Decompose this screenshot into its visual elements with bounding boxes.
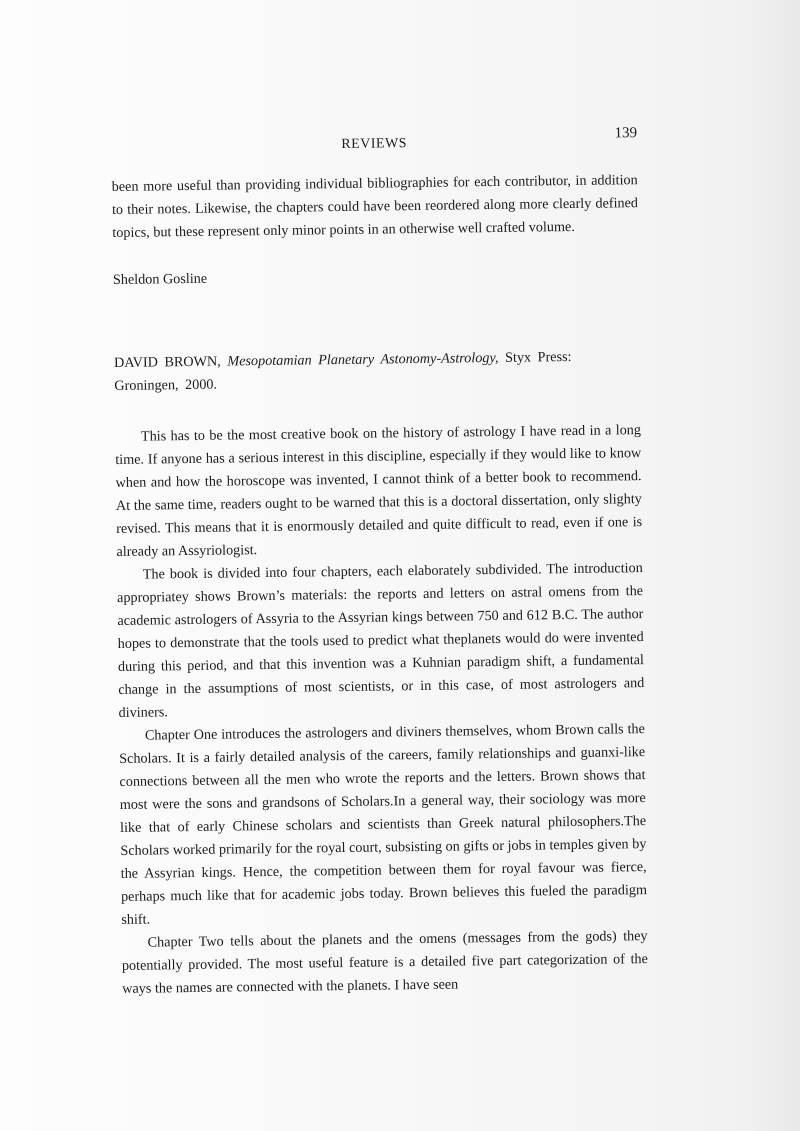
page-header [111,125,637,162]
journal-page [111,125,648,1001]
review-body [115,419,648,1001]
scan-edge-shadow [730,0,800,1131]
review-paragraph-2: The book is divided into four chapters, each elaborately subdivided. The introduction appropriatey shows Brown’s materials: the reports and letters on astral omens from the academic astrologers of Assyria to the Assyrian kings between 750 and 612 B.C. The author hopes to demonstrate that the tools used to predict what theplanets would do were invented during this period, and that this invention was a Kuhnian paradigm shift, a fundamental change in the assumptions of most scientists, or in this case, of most astrologers and diviners. [116,560,645,721]
book-publisher: Styx Press: Groningen, 2000. [114,348,572,394]
book-author: DAVID BROWN, [113,353,221,371]
reviewer-signature: Sheldon Gosline [112,270,208,288]
review-citation [114,345,641,398]
review-paragraph-1: This has to be the most creative book on the history of astrology I have read in a long time. If anyone has a serious interest in this discipline, especially if they would like to know when and how the horoscope was invented, I cannot think of a better book to recommend. At the same time, readers ought to be warned that this is a doctoral dissertation, only slighty revised. This means that it is enormously detailed and quite difficult to read, even if one is already an Assyriologist. [115,422,643,560]
review-paragraph-4: Chapter Two tells about the planets and the omens (messages from the gods) they potentially provided. The most useful feature is a detailed five part categorization of the ways the names are connected with the planets. I have seen [121,928,648,997]
running-title: REVIEWS [341,136,408,152]
previous-review-closing-paragraph: been more useful than providing individual bibliographies for each contributor, in addition to their notes. Likewise, the chapters could have been reordered along more clearly defined topics, but these represent only minor points in an otherwise well crafted volume. [111,172,639,241]
review-paragraph-3: Chapter One introduces the astrologers and diviners themselves, whom Brown calls the Scholars. It is a fairly detailed analysis of the careers, family relationships and guanxi-like connections between all the men who wrote the reports and the letters. Brown shows that most were the sons and grandsons of Scholars.In a general way, their sociology was more like that of early Chinese scholars and scientists than Greek natural philosophers.The Scholars worked primarily for the royal court, subsisting on gifts or jobs in temples given by the Assyrian kings. Hence, the competition between them for royal favour was fierce, perhaps much like that for academic jobs today. Brown believes this fueled the paradigm shift. [119,721,648,928]
page-number: 139 [614,125,638,142]
book-title: Mesopotamian Planetary Astonomy-Astrology, [227,349,499,370]
